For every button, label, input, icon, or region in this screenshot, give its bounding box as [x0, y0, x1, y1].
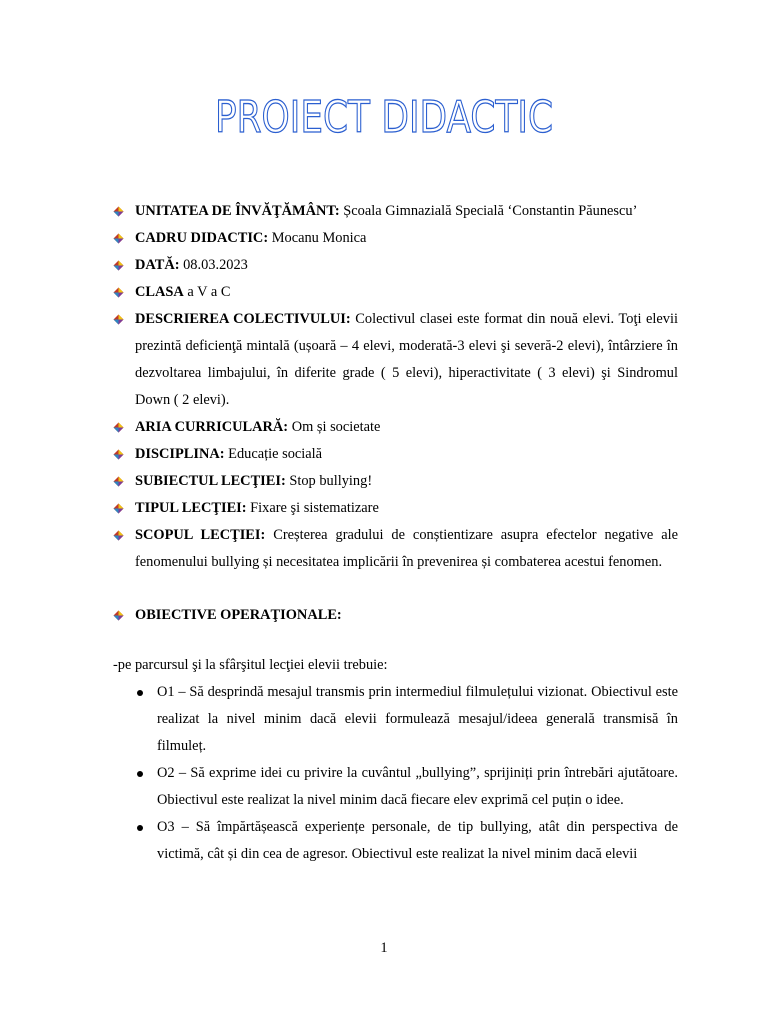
objective-text: O2 – Să exprime idei cu privire la cuvântul „bullying”, sprijiniți prin întrebări ajutătoare. Obiectivul este realizat la nivel minim dacă fiecare elev exprimă cel puțin o idee.	[157, 765, 678, 808]
field-label: DESCRIEREA COLECTIVULUI:	[135, 311, 351, 327]
diamond-bullet-icon	[113, 260, 124, 271]
field-value: Școala Gimnazială Specială ‘Constantin Păunescu’	[339, 203, 638, 219]
field-value: Om și societate	[288, 419, 381, 435]
field-value: Colectivul clasei este format din nouă elevi. Toţi elevii prezintă deficienţă mintală (ușoară – 4 elevi, moderată-3 elevi şi severă-2 elevi), întârziere în dezvoltarea limbajului, în diferite grade ( 5 elevi), hiperactivitate ( 3 elevi) şi Sindromul Down ( 2 elevi).	[135, 311, 678, 408]
objective-item	[135, 814, 678, 868]
diamond-bullet-icon	[113, 422, 124, 433]
objectives-heading	[113, 602, 678, 629]
title-block	[0, 82, 768, 146]
page-number: 1	[380, 940, 388, 956]
bullet-dot-icon	[137, 825, 143, 831]
field-label: CLASA	[135, 284, 184, 300]
field-value: Creșterea gradului de conștientizare asupra efectelor negative ale fenomenului bullying și necesitatea implicării în prevenirea și combaterea acestui fenomen.	[135, 527, 678, 570]
field-value: a V a C	[183, 284, 231, 300]
field-discipline	[113, 441, 678, 468]
bullet-dot-icon	[137, 771, 143, 777]
field-class-description	[113, 306, 678, 414]
objectives-intro: -pe parcursul şi la sfârşitul lecţiei elevii trebuie:	[113, 657, 388, 673]
diamond-bullet-icon	[113, 503, 124, 514]
objectives-list	[135, 679, 678, 868]
bullet-dot-icon	[137, 690, 143, 696]
field-value: Educație socială	[224, 446, 323, 462]
field-value: Mocanu Monica	[268, 230, 367, 246]
objectives-heading-text: OBIECTIVE OPERAŢIONALE:	[135, 607, 342, 623]
field-label: DISCIPLINA:	[135, 446, 225, 462]
document-title: PROIECT DIDACTIC	[215, 92, 553, 143]
field-curricular-area	[113, 414, 678, 441]
document-body	[113, 198, 678, 629]
field-value: 08.03.2023	[179, 257, 248, 273]
field-label: DATĂ:	[135, 257, 180, 273]
field-label: CADRU DIDACTIC:	[135, 230, 269, 246]
objectives-section	[113, 652, 678, 868]
diamond-bullet-icon	[113, 476, 124, 487]
field-label: UNITATEA DE ÎNVĂŢĂMÂNT:	[135, 203, 340, 219]
wordart-title	[204, 82, 564, 146]
field-unit	[113, 198, 678, 225]
field-lesson-subject	[113, 468, 678, 495]
diamond-bullet-icon	[113, 233, 124, 244]
diamond-bullet-icon	[113, 314, 124, 325]
field-class	[113, 279, 678, 306]
field-lesson-purpose	[113, 522, 678, 576]
objective-item	[135, 760, 678, 814]
field-teacher	[113, 225, 678, 252]
diamond-bullet-icon	[113, 449, 124, 460]
field-label: ARIA CURRICULARĂ:	[135, 419, 289, 435]
diamond-bullet-icon	[113, 530, 124, 541]
diamond-bullet-icon	[113, 287, 124, 298]
field-value: Stop bullying!	[285, 473, 373, 489]
field-label: TIPUL LECŢIEI:	[135, 500, 247, 516]
field-lesson-type	[113, 495, 678, 522]
diamond-bullet-icon	[113, 206, 124, 217]
field-label: SCOPUL LECŢIEI:	[135, 527, 266, 543]
objective-text: O3 – Să împărtășească experiențe personale, de tip bullying, atât din perspectiva de victimă, cât și din cea de agresor. Obiectivul este realizat la nivel minim dacă elevii	[157, 819, 678, 862]
field-label: SUBIECTUL LECŢIEI:	[135, 473, 286, 489]
field-date	[113, 252, 678, 279]
objective-text: O1 – Să desprindă mesajul transmis prin intermediul filmulețului vizionat. Obiectivul este realizat la nivel minim dacă elevii formulează mesajul/ideea generală transmisă în filmuleț.	[157, 684, 678, 754]
objective-item	[135, 679, 678, 760]
field-value: Fixare şi sistematizare	[246, 500, 379, 516]
diamond-bullet-icon	[113, 610, 124, 621]
